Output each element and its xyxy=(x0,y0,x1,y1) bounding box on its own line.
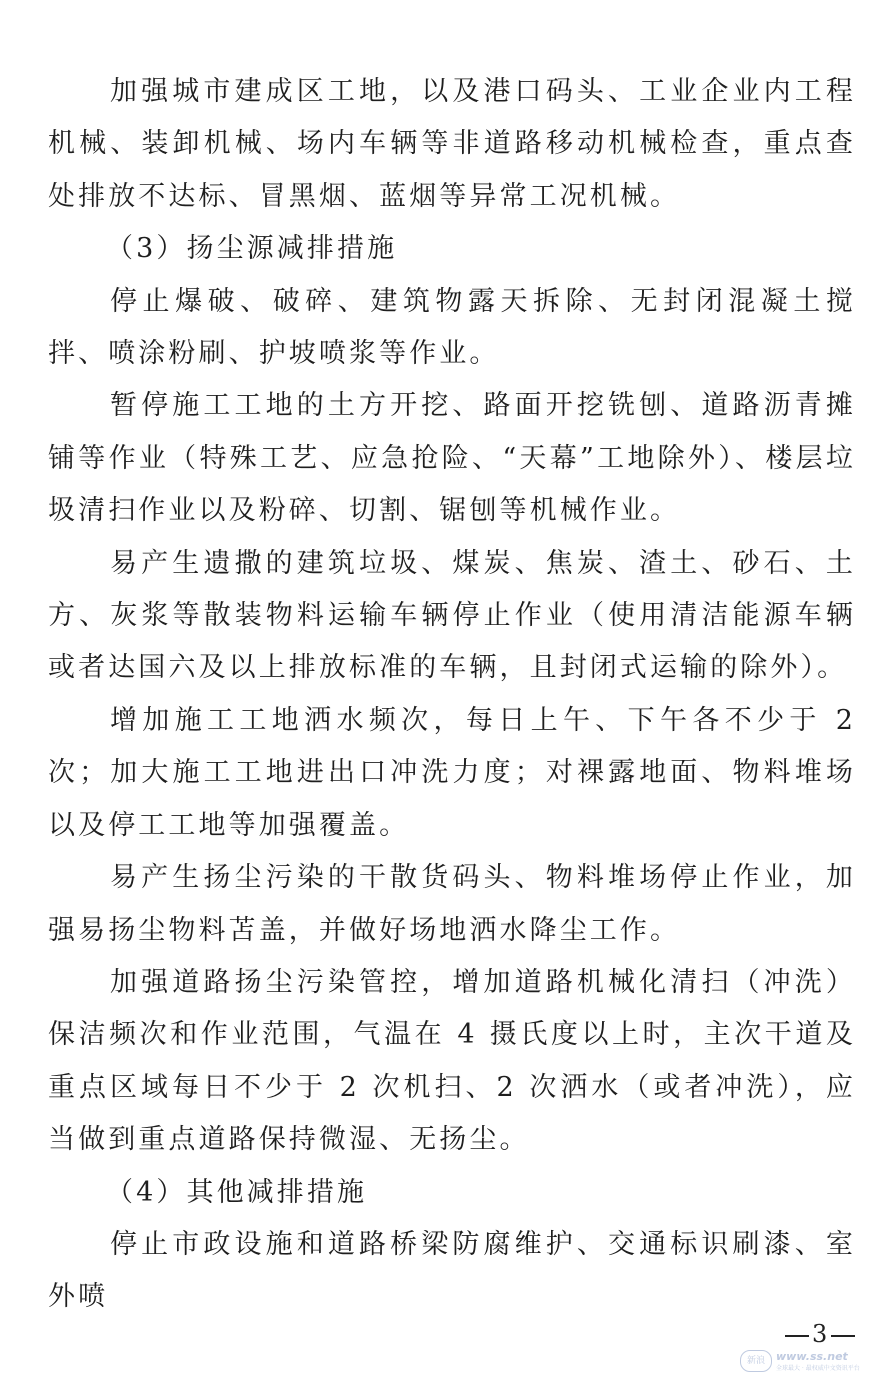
paragraph-machinery-inspection: 加强城市建成区工地，以及港口码头、工业企业内工程机械、装卸机械、场内车辆等非道路移动机械检查，重点查处排放不达标、冒黑烟、蓝烟等异常工况机械。 xyxy=(48,76,856,212)
paragraph-suspend-construction: 暂停施工工地的土方开挖、路面开挖铣刨、道路沥青摊铺等作业（特殊工艺、应急抢险、“天幕”工地除外）、楼层垃圾清扫作业以及粉碎、切割、锯刨等机械作业。 xyxy=(48,390,856,527)
watermark-tagline: 全球最大 · 最权威中文资讯平台 xyxy=(776,1365,860,1372)
paragraph-sprinkling: 增加施工工地洒水频次，每日上午、下午各不少于 2 次；加大施工工地进出口冲洗力度；对裸露地面、物料堆场以及停工工地等加强覆盖。 xyxy=(48,704,856,841)
paragraph-stop-blasting: 停止爆破、破碎、建筑物露天拆除、无封闭混凝土搅拌、喷涂粉刷、护坡喷浆等作业。 xyxy=(48,285,856,370)
page-number xyxy=(782,1320,858,1348)
watermark-logo: 新浪 xyxy=(740,1350,772,1372)
section-heading-dust-source: （3）扬尘源减排措施 xyxy=(106,233,398,265)
page-number-dash-right xyxy=(831,1335,855,1337)
body-text xyxy=(48,66,856,1324)
paragraph-road-dust: 加强道路扬尘污染管控，增加道路机械化清扫（冲洗）保洁频次和作业范围，气温在 4 摄氏度以上时，主次干道及重点区域每日不少于 2 次机扫、2 次洒水（或者冲洗），应当做到重点道路保持微湿、无扬尘。 xyxy=(48,966,856,1156)
paragraph-stop-municipal-painting: 停止市政设施和道路桥梁防腐维护、交通标识刷漆、室外喷 xyxy=(48,1228,856,1313)
paragraph-bulk-transport: 易产生遗撒的建筑垃圾、煤炭、焦炭、渣土、砂石、土方、灰浆等散装物料运输车辆停止作业（使用清洁能源车辆或者达国六及以上排放标准的车辆，且封闭式运输的除外）。 xyxy=(48,547,856,684)
section-heading-other-measures: （4）其他减排措施 xyxy=(106,1176,368,1208)
site-watermark xyxy=(740,1348,876,1374)
watermark-url: www.ss.net xyxy=(776,1350,848,1363)
paragraph-dry-bulk-terminals: 易产生扬尘污染的干散货码头、物料堆场停止作业，加强易扬尘物料苫盖，并做好场地洒水降尘工作。 xyxy=(48,862,856,946)
page-number-value: 3 xyxy=(812,1320,829,1348)
page-number-dash-left xyxy=(785,1335,809,1337)
